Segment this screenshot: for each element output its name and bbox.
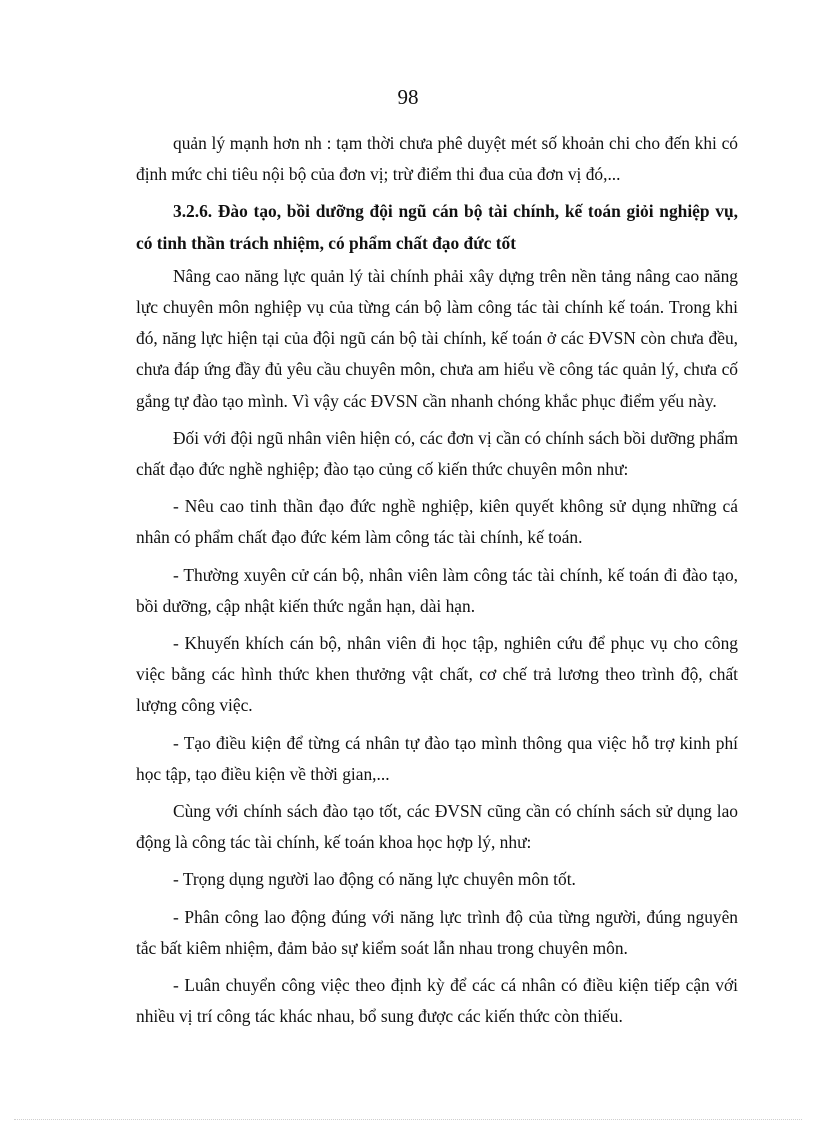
page-number: 98 <box>397 85 419 109</box>
paragraph: Đối với đội ngũ nhân viên hiện có, các đơn vị cần có chính sách bồi dưỡng phẩm chất đạo đức nghề nghiệp; đào tạo củng cố kiến thức chuyên môn như: <box>136 427 738 480</box>
list-item: - Khuyến khích cán bộ, nhân viên đi học tập, nghiên cứu để phục vụ cho công việc bằng các hình thức khen thưởng vật chất, cơ chế trả lương theo trình độ, chất lượng công việc. <box>136 633 738 716</box>
section-heading: 3.2.6. Đào tạo, bồi dưỡng đội ngũ cán bộ tài chính, kế toán giỏi nghiệp vụ, có tinh thần trách nhiệm, có phẩm chất đạo đức tốt <box>136 201 738 253</box>
list-item: - Tạo điều kiện để từng cá nhân tự đào tạo mình thông qua việc hỗ trợ kinh phí học tập, tạo điều kiện về thời gian,... <box>136 732 738 784</box>
list-item: - Thường xuyên cử cán bộ, nhân viên làm công tác tài chính, kế toán đi đào tạo, bồi dưỡng, cập nhật kiến thức ngắn hạn, dài hạn. <box>136 564 738 616</box>
list-item: - Phân công lao động đúng với năng lực trình độ của từng người, đúng nguyên tắc bất kiêm nhiệm, đảm bảo sự kiểm soát lẫn nhau trong chuyên môn. <box>136 906 738 958</box>
list-item: - Nêu cao tinh thần đạo đức nghề nghiệp, kiên quyết không sử dụng những cá nhân có phẩm chất đạo đức kém làm công tác tài chính, kế toán. <box>136 496 738 548</box>
page-bottom-border <box>14 1119 802 1120</box>
paragraph: Nâng cao năng lực quản lý tài chính phải xây dựng trên nền tảng nâng cao năng lực chuyên môn nghiệp vụ của từng cán bộ làm công tác tài chính kế toán. Trong khi đó, năng lực hiện tại của đội ngũ cán bộ tài chính, kế toán ở các ĐVSN còn chưa đều, chưa đáp ứng đầy đủ yêu cầu chuyên môn, chưa am hiểu về công tác quản lý, chưa cố gắng tự đào tạo mình. Vì vậy các ĐVSN cần nhanh chóng khắc phục điểm yếu này. <box>136 265 738 411</box>
list-item: - Trọng dụng người lao động có năng lực chuyên môn tốt. <box>173 869 576 890</box>
paragraph: Cùng với chính sách đào tạo tốt, các ĐVSN cũng cần có chính sách sử dụng lao động là công tác tài chính, kế toán khoa học hợp lý, như: <box>136 801 738 853</box>
page-content <box>136 128 738 1038</box>
paragraph-continuation: quản lý mạnh hơn nh : tạm thời chưa phê duyệt mét số khoản chi cho đến khi có định mức chi tiêu nội bộ của đơn vị; trừ điểm thi đua của đơn vị đó,... <box>136 133 738 185</box>
list-item: - Luân chuyển công việc theo định kỳ để các cá nhân có điều kiện tiếp cận với nhiều vị trí công tác khác nhau, bổ sung được các kiến thức còn thiếu. <box>136 975 738 1027</box>
